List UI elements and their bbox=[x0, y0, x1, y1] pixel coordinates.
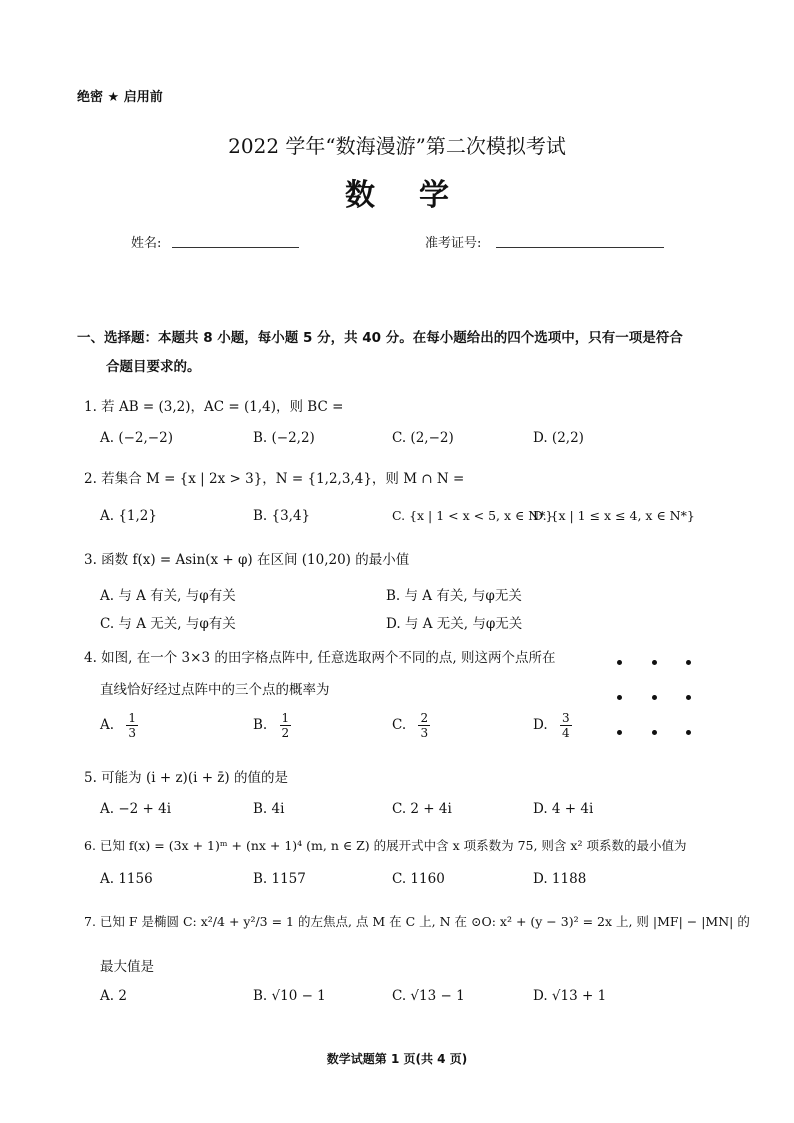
q4-option-d bbox=[533, 711, 572, 740]
q6-option-d: D. 1188 bbox=[533, 871, 587, 887]
q2-option-b: B. {3,4} bbox=[253, 508, 311, 524]
name-blank[interactable] bbox=[172, 246, 299, 248]
q4-option-a-denominator: 3 bbox=[128, 726, 136, 740]
lattice-dot bbox=[617, 695, 622, 700]
q3-option-b: B. 与 A 有关, 与φ无关 bbox=[386, 588, 522, 604]
q4-option-b-letter: B. bbox=[253, 717, 268, 733]
q7-option-c: C. √13 − 1 bbox=[392, 988, 465, 1004]
q4-option-a-numerator: 1 bbox=[128, 711, 136, 725]
section-instruction-line1: 一、选择题：本题共 8 小题，每小题 5 分，共 40 分。在每小题给出的四个选项中，只有一项是符合 bbox=[77, 330, 683, 346]
q4-option-c bbox=[392, 711, 430, 740]
question-2-stem: 2. 若集合 M = {x | 2x > 3}，N = {1,2,3,4}，则 M ∩ N = bbox=[84, 471, 465, 487]
section-instruction-line2: 合题目要求的。 bbox=[106, 359, 201, 375]
q7-option-d: D. √13 + 1 bbox=[533, 988, 607, 1004]
q3-option-c: C. 与 A 无关, 与φ有关 bbox=[100, 616, 236, 632]
q4-option-a-fraction bbox=[126, 711, 138, 740]
q1-option-d: D. (2,2) bbox=[533, 430, 584, 446]
q1-option-c: C. (2,−2) bbox=[392, 430, 454, 446]
confidential-label: 绝密 ★ 启用前 bbox=[77, 90, 163, 105]
q4-option-b-numerator: 1 bbox=[281, 711, 290, 725]
q4-option-b-denominator: 2 bbox=[281, 726, 290, 740]
q2-option-d: D. {x | 1 ≤ x ≤ 4, x ∈ N*} bbox=[533, 508, 695, 523]
q7-option-b: B. √10 − 1 bbox=[253, 988, 326, 1004]
q4-option-a bbox=[100, 711, 138, 740]
lattice-dot bbox=[617, 730, 622, 735]
page-footer: 数学试题第 1 页(共 4 页) bbox=[326, 1052, 468, 1066]
lattice-dot bbox=[686, 695, 691, 700]
q6-option-c: C. 1160 bbox=[392, 871, 445, 887]
q4-option-b-fraction bbox=[280, 711, 292, 740]
question-1-stem: 1. 若 AB = (3,2)，AC = (1,4)，则 BC = bbox=[84, 399, 344, 415]
lattice-dot bbox=[652, 695, 657, 700]
question-6-stem: 6. 已知 f(x) = (3x + 1)ᵐ + (nx + 1)⁴ (m, n ∈ Z) 的展开式中含 x 项系数为 75, 则含 x² 项系数的最小值为 bbox=[84, 838, 687, 853]
name-label: 姓名: bbox=[131, 236, 162, 251]
question-4-stem-line2: 直线恰好经过点阵中的三个点的概率为 bbox=[100, 682, 330, 698]
question-7-stem-line2: 最大值是 bbox=[100, 959, 154, 975]
q4-option-c-numerator: 2 bbox=[420, 711, 429, 725]
q4-option-d-letter: D. bbox=[533, 717, 548, 733]
lattice-dot bbox=[652, 730, 657, 735]
q5-option-a: A. −2 + 4i bbox=[100, 801, 172, 817]
lattice-dot bbox=[686, 730, 691, 735]
q4-option-c-denominator: 3 bbox=[420, 726, 429, 740]
q3-option-a: A. 与 A 有关, 与φ有关 bbox=[100, 588, 236, 604]
q1-option-a: A. (−2,−2) bbox=[100, 430, 173, 446]
q3-option-d: D. 与 A 无关, 与φ无关 bbox=[386, 616, 523, 632]
q4-option-c-fraction bbox=[418, 711, 430, 740]
question-4-stem-line1: 4. 如图, 在一个 3×3 的田字格点阵中, 任意选取两个不同的点, 则这两个点所在 bbox=[84, 650, 556, 666]
q6-option-a: A. 1156 bbox=[100, 871, 153, 887]
id-blank[interactable] bbox=[496, 246, 664, 248]
q5-option-b: B. 4i bbox=[253, 801, 285, 817]
q5-option-d: D. 4 + 4i bbox=[533, 801, 594, 817]
q4-option-d-numerator: 3 bbox=[561, 711, 570, 725]
lattice-dot bbox=[686, 660, 691, 665]
q4-option-a-letter: A. bbox=[100, 717, 115, 733]
q6-option-b: B. 1157 bbox=[253, 871, 306, 887]
q4-option-b bbox=[253, 711, 291, 740]
q4-option-c-letter: C. bbox=[392, 717, 407, 733]
id-label: 准考证号: bbox=[425, 236, 482, 251]
q5-option-c: C. 2 + 4i bbox=[392, 801, 452, 817]
question-3-stem: 3. 函数 f(x) = Asin(x + φ) 在区间 (10,20) 的最小值 bbox=[84, 552, 410, 568]
q1-option-b: B. (−2,2) bbox=[253, 430, 315, 446]
subject-title: 数学 bbox=[345, 178, 493, 213]
q4-option-d-denominator: 4 bbox=[561, 726, 570, 740]
q2-option-c: C. {x | 1 < x < 5, x ∈ N*} bbox=[392, 508, 554, 523]
q7-option-a: A. 2 bbox=[100, 988, 127, 1004]
q4-option-d-fraction bbox=[560, 711, 572, 740]
q2-option-a: A. {1,2} bbox=[100, 508, 157, 524]
question-5-stem: 5. 可能为 (i + z)(i + z̄) 的值的是 bbox=[84, 770, 288, 786]
exam-title: 2022 学年“数海漫游”第二次模拟考试 bbox=[228, 134, 566, 158]
lattice-dot bbox=[652, 660, 657, 665]
lattice-dot bbox=[617, 660, 622, 665]
question-7-stem-line1: 7. 已知 F 是椭圆 C: x²/4 + y²/3 = 1 的左焦点, 点 M 在 C 上, N 在 ⊙O: x² + (y − 3)² = 2x 上, 则 |MF| − |MN| 的 bbox=[84, 914, 750, 929]
